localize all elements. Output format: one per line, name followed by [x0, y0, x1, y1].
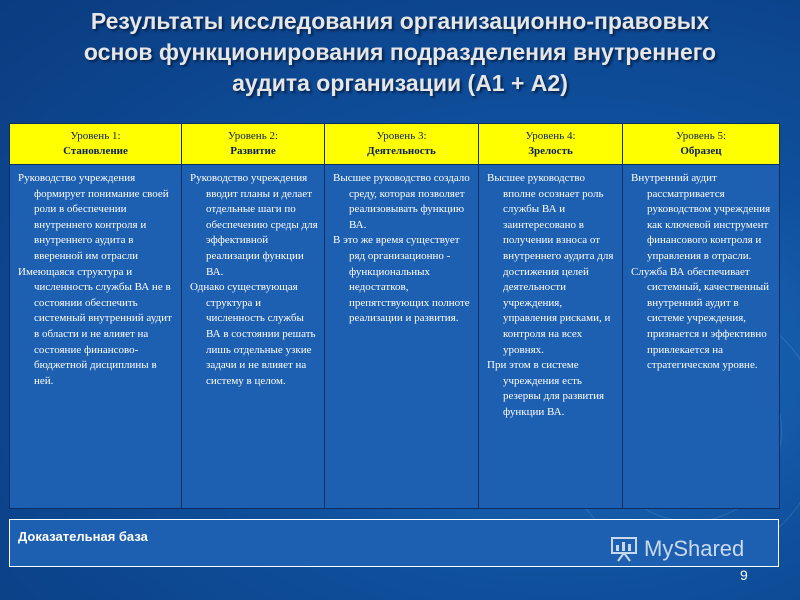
level-paragraph: Руководство учреждения формирует понимание своей роли в обеспечении внутреннего контроля и внутреннего аудита в вверенной им отрасли [18, 172, 169, 262]
watermark-text: MyShared [644, 536, 745, 561]
level-paragraph: В это же время существует ряд организационно - функциональных недостатков, препятствующих полноте реализации и развития. [333, 234, 470, 325]
level-paragraph: Высшее руководство создало среду, которая позволяет реализовывать функцию ВА. [333, 172, 470, 231]
level-description [479, 165, 623, 509]
watermark-logo [610, 536, 744, 562]
level-number: Уровень 5: [675, 130, 727, 142]
level-description [182, 165, 325, 509]
evidence-label: Доказательная база [18, 529, 148, 544]
title-line: аудита организации (А1 + А2) [232, 70, 568, 96]
presentation-board-icon [610, 536, 638, 562]
level-header [623, 124, 780, 165]
level-paragraph: Служба ВА обеспечивает системный, качественный внутренний аудит в системе учреждения, признается и эффективно привлекается на стратегическом уровне. [631, 265, 770, 372]
title-line: Результаты исследования организационно-правовых [90, 8, 710, 34]
level-paragraph: Однако существующая структура и численность службы ВА в состоянии решать лишь отдельные узкие задачи и не влияет на систему в целом. [190, 281, 316, 387]
level-paragraph: Высшее руководство вполне осознает роль службы ВА и заинтересовано в получении взноса от внутреннего аудита для достижения целей деятельности учреждения, управления рисками, и контроля на всех уровнях. [487, 172, 614, 356]
level-paragraph: Руководство учреждения вводит планы и делает отдельные шаги по обеспечению среды для эффективной реализации функции ВА. [190, 172, 318, 278]
table-header-row [10, 124, 780, 165]
level-description [10, 165, 182, 509]
level-name: Деятельность [367, 145, 436, 157]
level-header [325, 124, 479, 165]
level-header [182, 124, 325, 165]
level-paragraph: Внутренний аудит рассматривается руководством учреждения как ключевой инструмент финансового контроля и управления в отрасли. [631, 172, 771, 262]
maturity-levels-table [9, 123, 780, 509]
level-number: Уровень 3: [376, 130, 427, 142]
level-description [325, 165, 479, 509]
level-name: Становление [63, 145, 128, 157]
level-name: Зрелость [528, 145, 573, 157]
slide-number: 9 [740, 567, 748, 583]
level-description [623, 165, 780, 509]
table-body-row [10, 165, 780, 509]
level-header [10, 124, 182, 165]
title-line: основ функционирования подразделения внутреннего [83, 39, 717, 65]
level-number: Уровень 4: [525, 130, 576, 142]
level-paragraph: При этом в системе учреждения есть резервы для развития функции ВА. [487, 359, 605, 418]
level-name: Развитие [230, 145, 276, 157]
level-number: Уровень 1: [70, 130, 121, 142]
level-name: Образец [680, 145, 722, 157]
level-header [479, 124, 623, 165]
level-paragraph: Имеющаяся структура и численность службы ВА не в состоянии обеспечить системный внутренний аудит в области и не влияет на состояние финансово-бюджетной дисциплины в ней. [18, 265, 172, 387]
level-number: Уровень 2: [227, 130, 279, 142]
slide-title [20, 6, 780, 99]
